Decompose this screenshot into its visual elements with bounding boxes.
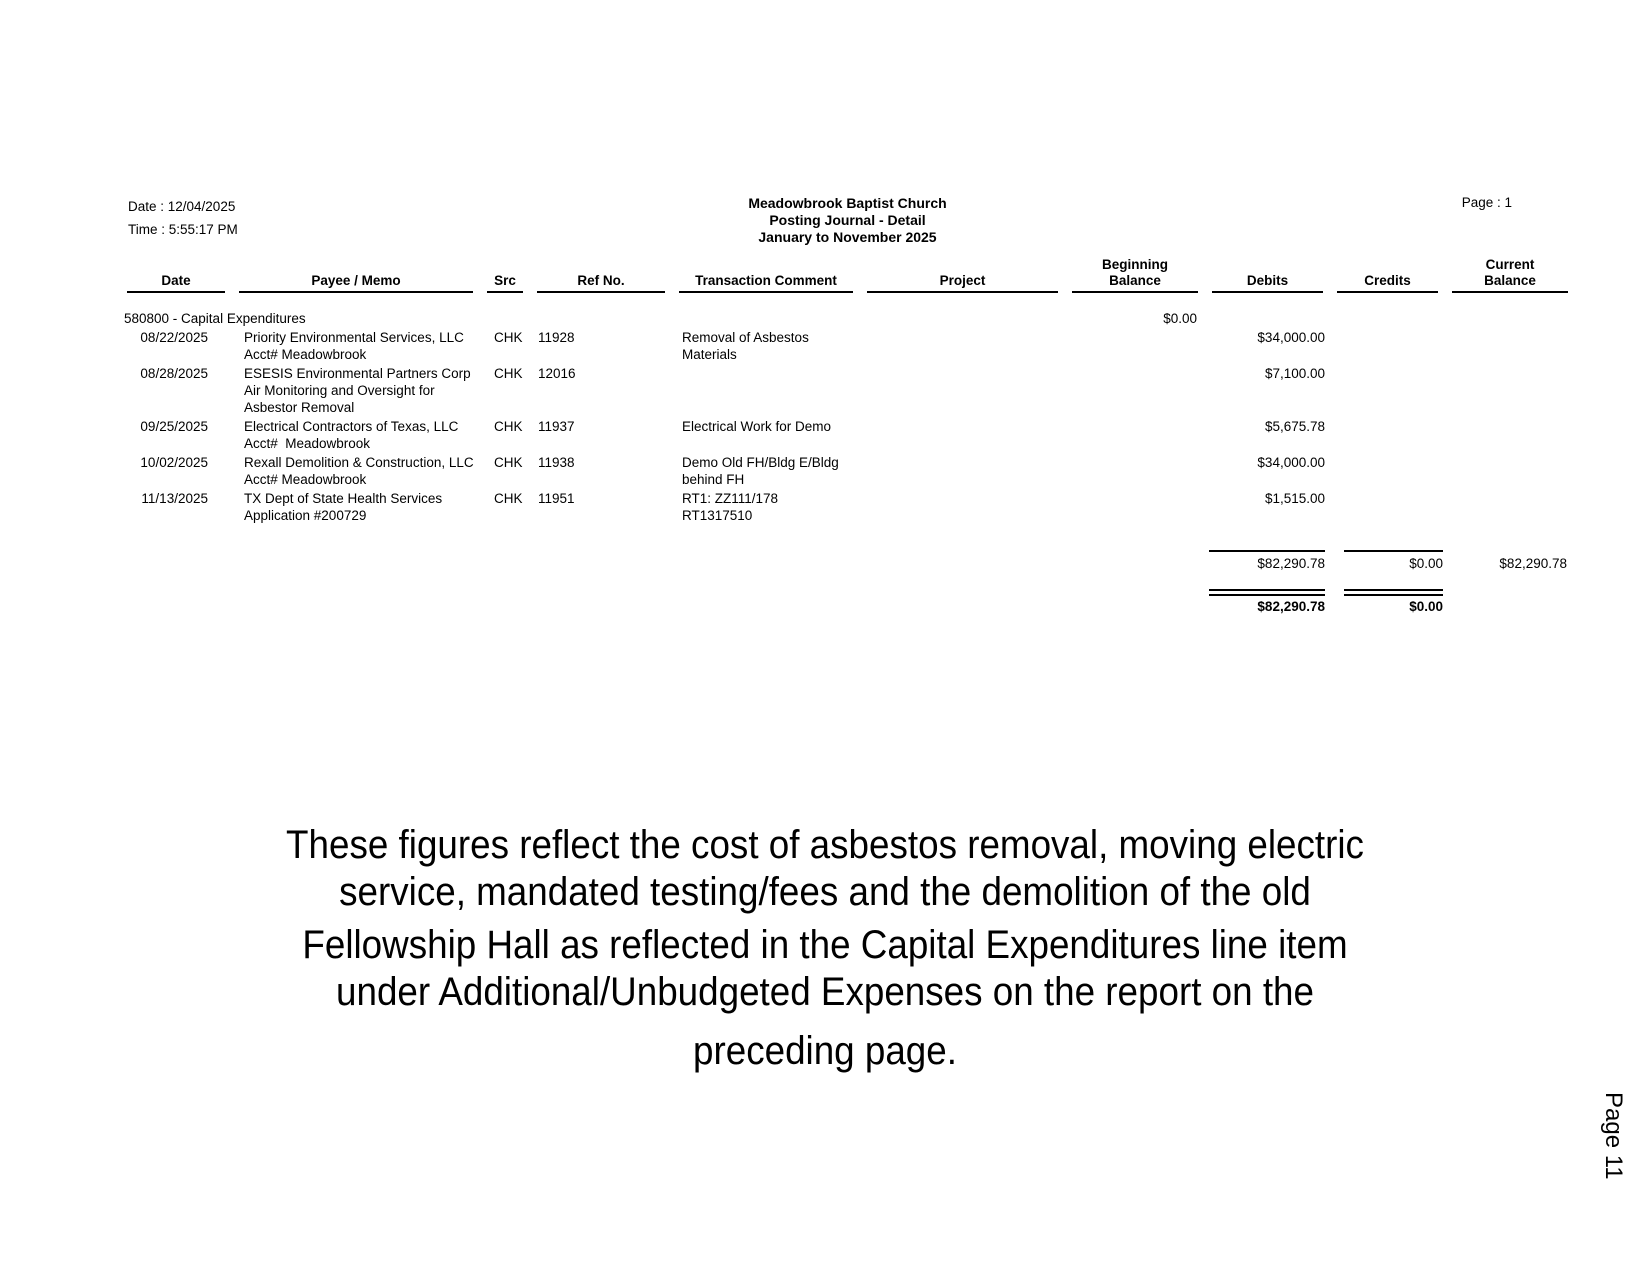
grand-total-row (120, 589, 1575, 615)
report-period: January to November 2025 (758, 229, 937, 245)
txn-comment: Demo Old FH/Bldg E/Bldg behind FH (682, 455, 839, 487)
col-header-project: Project (860, 257, 1065, 293)
txn-ref-no: 12016 (538, 366, 576, 381)
note-line: service, mandated testing/fees and the demolition of the old (339, 870, 1311, 914)
account-section-name: 580800 - Capital Expenditures (124, 311, 306, 326)
txn-ref-no: 11937 (538, 419, 575, 434)
txn-src: CHK (494, 366, 523, 381)
txn-debit: $1,515.00 (1264, 491, 1325, 506)
col-header-debits: Debits (1205, 257, 1330, 293)
grand-total-credits: $0.00 (1344, 589, 1443, 615)
report-page-number: Page : 1 (1461, 195, 1512, 210)
txn-debit: $34,000.00 (1257, 455, 1325, 470)
subtotal-debits: $82,290.78 (1209, 550, 1325, 572)
txn-project (860, 418, 1065, 452)
txn-comment (672, 365, 860, 416)
txn-payee-memo: Rexall Demolition & Construction, LLC Acct# Meadowbrook (244, 455, 474, 487)
note-text (66, 822, 1584, 1075)
report-header (120, 195, 1575, 255)
note-line: These figures reflect the cost of asbestos removal, moving electric (286, 823, 1364, 867)
txn-project (860, 329, 1065, 363)
txn-date: 10/02/2025 (140, 455, 208, 470)
txn-credit (1330, 329, 1445, 363)
note-line: preceding page. (693, 1029, 957, 1073)
txn-ref-no: 11938 (538, 455, 575, 470)
col-header-credits: Credits (1330, 257, 1445, 293)
txn-ref-no: 11928 (538, 330, 575, 345)
report-name: Posting Journal - Detail (769, 212, 926, 228)
table-body (120, 310, 1575, 615)
table-row (120, 365, 1575, 416)
txn-project (860, 365, 1065, 416)
note-line: Fellowship Hall as reflected in the Capital Expenditures line item (302, 923, 1348, 967)
txn-payee-memo: ESESIS Environmental Partners Corp Air Monitoring and Oversight for Asbestor Removal (244, 366, 471, 415)
txn-src: CHK (494, 330, 523, 345)
report-time-label: Time : 5:55:17 PM (128, 222, 238, 237)
subtotal-current-balance: $82,290.78 (1499, 556, 1567, 571)
txn-date: 08/28/2025 (140, 366, 208, 381)
table-row (120, 418, 1575, 452)
txn-project (860, 454, 1065, 488)
col-header-ref-no: Ref No. (530, 257, 672, 293)
posting-journal-report (120, 195, 1575, 615)
txn-payee-memo: TX Dept of State Health Services Application #200729 (244, 491, 443, 523)
subtotal-row (120, 550, 1575, 572)
txn-credit (1330, 365, 1445, 416)
txn-ref-no: 11951 (538, 491, 575, 506)
txn-credit (1330, 418, 1445, 452)
txn-src: CHK (494, 419, 523, 434)
txn-date: 09/25/2025 (140, 419, 208, 434)
table-header-row (120, 257, 1575, 293)
col-header-payee-memo: Payee / Memo (232, 257, 480, 293)
section-beginning-balance: $0.00 (1163, 311, 1197, 326)
org-name: Meadowbrook Baptist Church (748, 195, 947, 211)
col-header-beginning-balance: Beginning Balance (1065, 257, 1205, 293)
txn-payee-memo: Priority Environmental Services, LLC Acct# Meadowbrook (244, 330, 464, 362)
txn-debit: $5,675.78 (1264, 419, 1325, 434)
col-header-date: Date (120, 257, 232, 293)
txn-payee-memo: Electrical Contractors of Texas, LLC Acct# Meadowbrook (244, 419, 459, 451)
txn-src: CHK (494, 491, 523, 506)
txn-src: CHK (494, 455, 523, 470)
col-header-transaction-comment: Transaction Comment (672, 257, 860, 293)
col-header-src: Src (480, 257, 530, 293)
vertical-page-number: Page 11 (1600, 1092, 1627, 1180)
report-title (120, 195, 1575, 246)
txn-debit: $7,100.00 (1264, 366, 1325, 381)
txn-comment: Electrical Work for Demo (682, 419, 832, 434)
subtotal-credits: $0.00 (1344, 550, 1443, 572)
note-line: under Additional/Unbudgeted Expenses on the report on the (336, 970, 1314, 1014)
table-row (120, 454, 1575, 488)
txn-comment: Removal of Asbestos Materials (682, 330, 809, 362)
txn-credit (1330, 490, 1445, 524)
txn-comment: RT1: ZZ111/178 RT1317510 (682, 491, 779, 523)
table-row (120, 329, 1575, 363)
grand-total-debits: $82,290.78 (1209, 589, 1325, 615)
txn-project (860, 490, 1065, 524)
report-date-label: Date : 12/04/2025 (128, 199, 236, 214)
account-section-row (120, 310, 1575, 327)
txn-credit (1330, 454, 1445, 488)
table-row (120, 490, 1575, 524)
txn-date: 08/22/2025 (140, 330, 208, 345)
txn-date: 11/13/2025 (141, 491, 208, 506)
col-header-current-balance: Current Balance (1445, 257, 1575, 293)
txn-debit: $34,000.00 (1257, 330, 1325, 345)
